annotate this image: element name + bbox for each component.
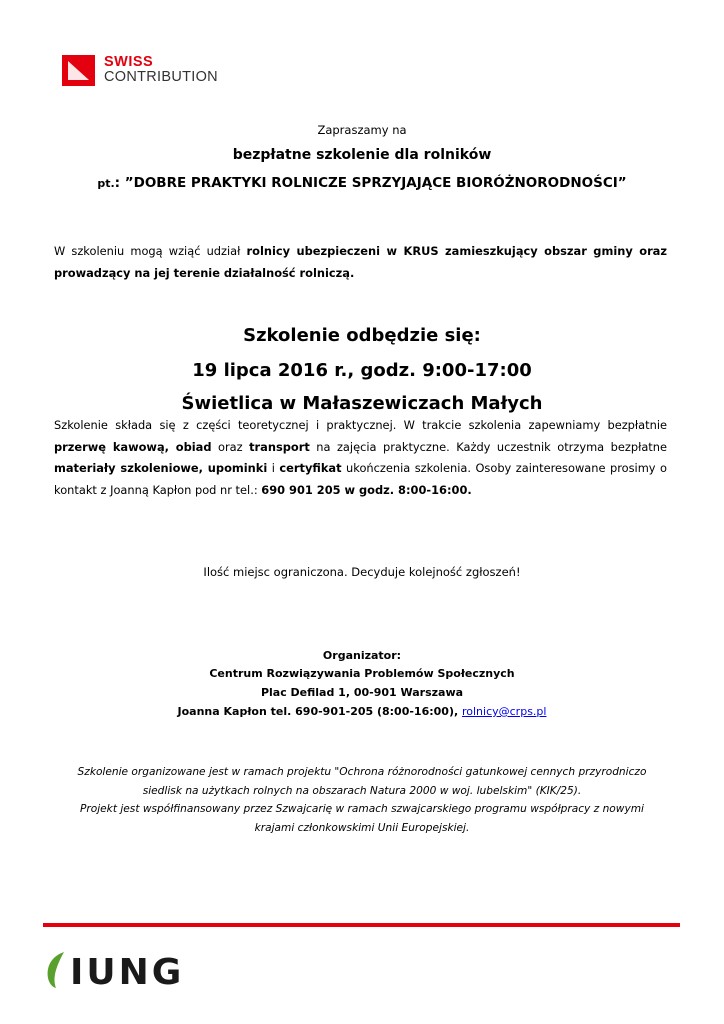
footer-line-4: krajami członkowskimi Unii Europejskiej. <box>254 821 470 834</box>
organizer-contact-text: Joanna Kapłon tel. 690-901-205 (8:00-16:00), <box>177 705 462 718</box>
organizer-name: Centrum Rozwiązywania Problemów Społecznych <box>209 667 515 680</box>
details-text-2: oraz <box>211 439 250 454</box>
training-subtitle <box>0 175 724 191</box>
details-bold-2: transport <box>249 439 310 454</box>
iung-logo-text: IUNG <box>70 952 185 993</box>
swiss-logo-mark <box>62 55 95 86</box>
limited-seats-note: Ilość miejsc ograniczona. Decyduje kolejność zgłoszeń! <box>203 565 521 579</box>
swiss-logo-icon <box>62 55 95 86</box>
details-bold-5: 690 901 205 w godz. 8:00-16:00. <box>261 482 472 497</box>
event-date: 19 lipca 2016 r., godz. 9:00-17:00 <box>192 360 532 381</box>
swiss-logo-line1: SWISS <box>104 54 154 70</box>
details-paragraph <box>54 415 667 501</box>
subtitle-text: : ”DOBRE PRAKTYKI ROLNICZE SPRZYJAJĄCE BIORÓŻNORODNOŚCI” <box>114 175 627 191</box>
eligibility-text: W szkoleniu mogą wziąć udział <box>54 244 247 258</box>
eligibility-paragraph <box>54 241 667 284</box>
training-title: bezpłatne szkolenie dla rolników <box>232 147 492 163</box>
details-text-3: na zajęcia praktyczne. Każdy uczestnik otrzyma bezpłatne <box>309 439 667 454</box>
footer-line-3: Projekt jest współfinansowany przez Szwajcarię w ramach szwajcarskiego programu współpracy z nowymi <box>80 803 644 815</box>
organizer-email-link[interactable]: rolnicy@crps.pl <box>461 705 547 718</box>
details-bold-1: przerwę kawową, obiad <box>54 439 212 454</box>
details-text-5: ukończenia szkolenia. Osoby zainteresowane prosimy o kontakt z Joanną Kapłon pod nr tel.: <box>54 461 667 497</box>
organizer-contact <box>0 705 724 718</box>
iung-leaf-icon <box>44 950 68 990</box>
red-divider <box>43 923 680 927</box>
details-bold-3: materiały szkoleniowe, upominki <box>54 461 268 475</box>
event-location: Świetlica w Małaszewiczach Małych <box>181 393 543 414</box>
organizer-address: Plac Defilad 1, 00-901 Warszawa <box>260 686 464 699</box>
organizer-label: Organizator: <box>322 649 402 662</box>
eligibility-bold: rolnicy ubezpieczeni w KRUS zamieszkujący obszar gminy oraz prowadzący na jej terenie działalność rolniczą. <box>54 244 667 280</box>
footer-line-1: Szkolenie organizowane jest w ramach projektu "Ochrona różnorodności gatunkowej cennych przyrodniczo <box>77 766 647 778</box>
details-bold-4: certyfikat <box>279 461 342 475</box>
details-text-1: Szkolenie składa się z części teoretycznej i praktycznej. W trakcie szkolenia zapewniamy bezpłatnie <box>54 418 667 432</box>
swiss-logo-line2: CONTRIBUTION <box>104 69 218 85</box>
subtitle-prefix: pt. <box>97 177 115 190</box>
footer-line-2: siedlisk na użytkach rolnych na obszarach Natura 2000 w woj. lubelskim" (KIK/25). <box>142 784 582 797</box>
details-text-4: i <box>267 461 280 475</box>
intro-text: Zapraszamy na <box>317 123 407 137</box>
project-footer <box>0 763 724 837</box>
event-heading: Szkolenie odbędzie się: <box>243 325 481 346</box>
